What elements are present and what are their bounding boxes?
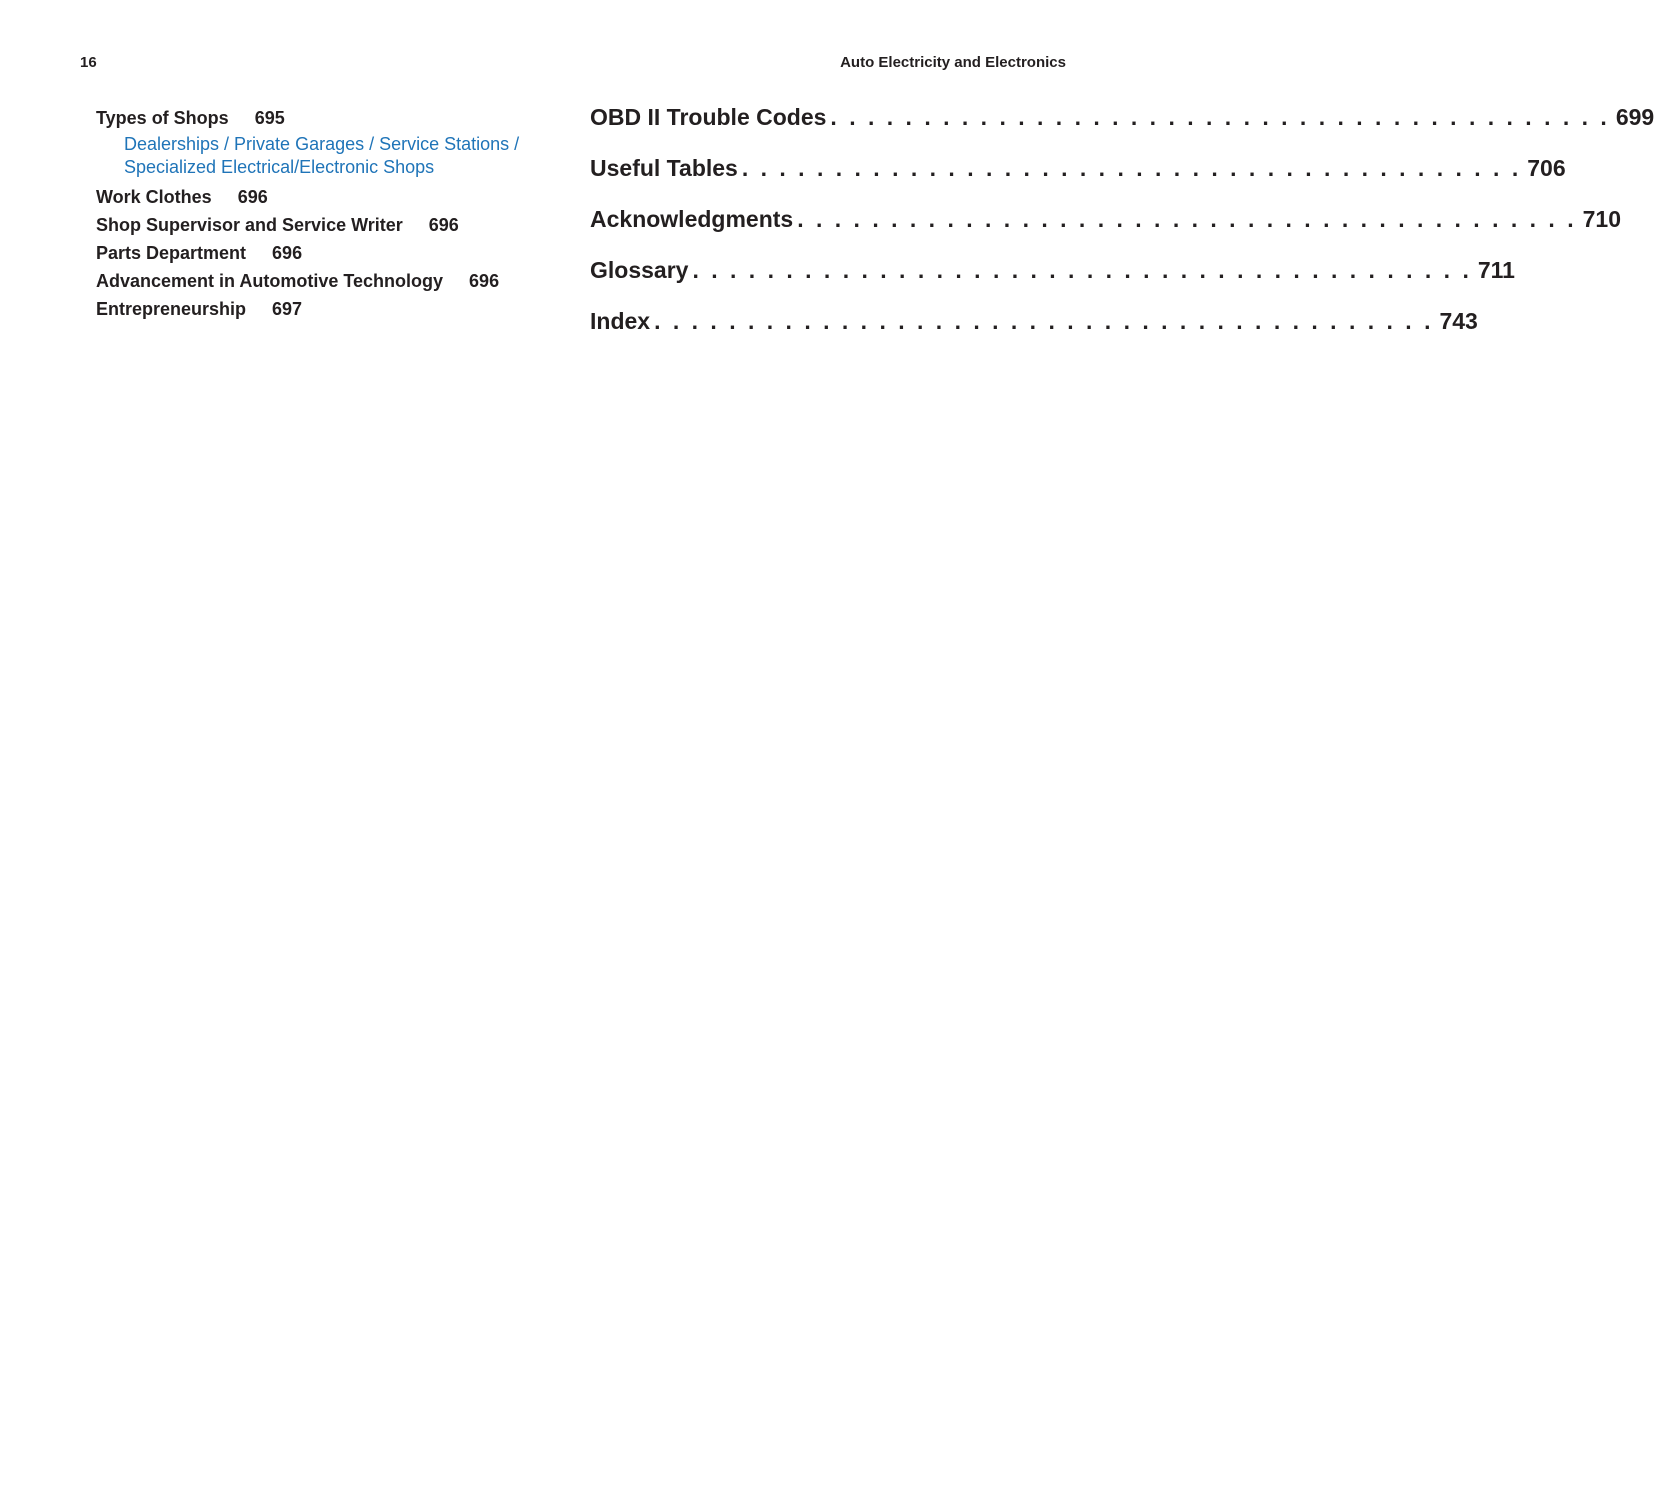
toc-entry-title: Entrepreneurship xyxy=(96,299,247,319)
toc-major-title: OBD II Trouble Codes xyxy=(590,104,827,130)
toc-entry-title: Parts Department xyxy=(96,243,247,263)
toc-entry-shop-supervisor[interactable] xyxy=(96,211,536,239)
toc-major-acknowledgments[interactable] xyxy=(590,204,1621,255)
toc-major-index[interactable] xyxy=(590,306,1478,357)
toc-major-glossary[interactable] xyxy=(590,255,1515,306)
running-title: Auto Electricity and Electronics xyxy=(840,54,1066,71)
toc-entry-title: Work Clothes xyxy=(96,187,212,207)
left-toc-column xyxy=(96,104,536,323)
toc-entry-types-of-shops[interactable] xyxy=(96,104,536,132)
toc-major-title: Index xyxy=(590,308,651,334)
toc-major-useful-tables[interactable] xyxy=(590,153,1566,204)
toc-entry-page: 696 xyxy=(237,187,268,207)
toc-major-page: 743 xyxy=(1439,308,1478,334)
toc-entry-page: 695 xyxy=(254,108,285,128)
dot-leader: . . . . . . . . . . . . . . . . . . . . . . . . . . . . . . . . . . . . . . . . . . xyxy=(654,308,1434,334)
toc-entry-title: Shop Supervisor and Service Writer xyxy=(96,215,403,235)
toc-major-page: 710 xyxy=(1582,206,1621,232)
toc-entry-page: 696 xyxy=(272,243,303,263)
dot-leader: . . . . . . . . . . . . . . . . . . . . . . . . . . . . . . . . . . . . . . . . . . xyxy=(741,155,1522,181)
toc-entry-advancement[interactable] xyxy=(96,267,536,295)
toc-major-title: Useful Tables xyxy=(590,155,738,181)
toc-entry-title: Types of Shops xyxy=(96,108,229,128)
toc-entry-work-clothes[interactable] xyxy=(96,183,536,211)
toc-entry-parts-department[interactable] xyxy=(96,239,536,267)
toc-major-obd[interactable] xyxy=(590,102,1654,153)
toc-entry-page: 696 xyxy=(469,271,500,291)
page-number: 16 xyxy=(80,54,97,71)
toc-entry-title: Advancement in Automotive Technology xyxy=(96,271,444,291)
toc-major-title: Glossary xyxy=(590,257,689,283)
toc-major-page: 711 xyxy=(1477,257,1515,283)
toc-major-page: 706 xyxy=(1527,155,1566,181)
dot-leader: . . . . . . . . . . . . . . . . . . . . . . . . . . . . . . . . . . . . . . . . . . xyxy=(830,104,1610,130)
toc-major-title: Acknowledgments xyxy=(590,206,794,232)
toc-entry-entrepreneurship[interactable] xyxy=(96,295,536,323)
dot-leader: . . . . . . . . . . . . . . . . . . . . . . . . . . . . . . . . . . . . . . . . . . xyxy=(797,206,1577,232)
right-toc-column xyxy=(590,102,1654,357)
dot-leader: . . . . . . . . . . . . . . . . . . . . . . . . . . . . . . . . . . . . . . . . . . xyxy=(692,257,1472,283)
toc-major-page: 699 xyxy=(1615,104,1654,130)
toc-subtopics-types-of-shops[interactable]: Dealerships / Private Garages / Service Stations / Specialized Electrical/Electronic Shops xyxy=(124,134,520,177)
toc-entry-page: 697 xyxy=(272,299,303,319)
toc-entry-page: 696 xyxy=(428,215,459,235)
